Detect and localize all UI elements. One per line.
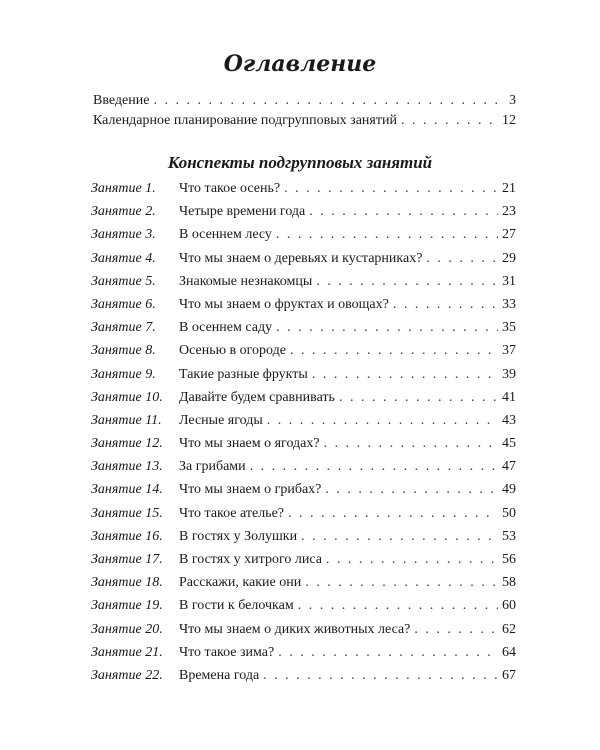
dot-leader xyxy=(290,343,498,359)
lesson-title: Что мы знаем о диких животных леса? xyxy=(179,621,411,637)
dot-leader xyxy=(324,436,498,452)
lesson-label: Занятие 9. xyxy=(91,366,156,382)
lesson-page-number: 37 xyxy=(502,343,516,359)
lesson-entry[interactable] xyxy=(91,251,516,274)
lesson-title: Что мы знаем о фруктах и овощах? xyxy=(179,296,389,312)
lesson-label: Занятие 20. xyxy=(91,621,163,637)
lesson-title: Четыре времени года xyxy=(179,204,306,220)
lesson-entry[interactable] xyxy=(91,204,516,227)
lesson-page-number: 43 xyxy=(502,412,516,428)
dot-leader xyxy=(278,645,498,661)
intro-list xyxy=(93,93,516,133)
lesson-label: Занятие 13. xyxy=(91,459,163,475)
lesson-entry[interactable] xyxy=(91,459,516,482)
lesson-entry[interactable] xyxy=(91,506,516,529)
lesson-page-number: 35 xyxy=(502,320,516,336)
lesson-label: Занятие 18. xyxy=(91,575,163,591)
lesson-label: Занятие 5. xyxy=(91,273,156,289)
lesson-entry[interactable] xyxy=(91,645,516,668)
lesson-entry[interactable] xyxy=(91,529,516,552)
lesson-page-number: 27 xyxy=(502,227,516,243)
lesson-entry[interactable] xyxy=(91,227,516,250)
lesson-page-number: 62 xyxy=(502,621,516,637)
lesson-label: Занятие 15. xyxy=(91,505,163,521)
lesson-label: Занятие 22. xyxy=(91,667,163,683)
lesson-title: Давайте будем сравнивать xyxy=(179,389,335,405)
toc-entry[interactable] xyxy=(93,93,516,113)
lesson-title: Что такое ателье? xyxy=(179,505,284,521)
lesson-entry[interactable] xyxy=(91,668,516,691)
lesson-title: В осеннем лесу xyxy=(179,227,272,243)
lesson-page-number: 31 xyxy=(502,273,516,289)
lesson-entry[interactable] xyxy=(91,482,516,505)
lesson-title: Что мы знаем о деревьях и кустарниках? xyxy=(179,250,423,266)
lesson-title: За грибами xyxy=(179,459,246,475)
lesson-title: Такие разные фрукты xyxy=(179,366,308,382)
dot-leader xyxy=(276,227,498,243)
lesson-title: Что мы знаем о ягодах? xyxy=(179,436,320,452)
lesson-label: Занятие 12. xyxy=(91,436,163,452)
lesson-page-number: 49 xyxy=(502,482,516,498)
lesson-label: Занятие 14. xyxy=(91,482,163,498)
lesson-title: Что такое зима? xyxy=(179,644,275,660)
lesson-page-number: 21 xyxy=(502,181,516,196)
lesson-page-number: 56 xyxy=(502,552,516,567)
lesson-label: Занятие 11. xyxy=(91,412,162,428)
lesson-page-number: 58 xyxy=(502,575,516,591)
section-heading: Конспекты подгрупповых занятий xyxy=(167,153,433,172)
lesson-title: Что мы знаем о грибах? xyxy=(179,482,322,498)
lesson-label: Занятие 17. xyxy=(91,552,163,567)
lesson-page-number: 23 xyxy=(502,204,516,220)
lesson-entry[interactable] xyxy=(91,598,516,621)
lesson-label: Занятие 10. xyxy=(91,389,163,405)
lesson-entry[interactable] xyxy=(91,575,516,598)
dot-leader xyxy=(316,274,498,290)
dot-leader xyxy=(339,390,498,406)
lesson-label: Занятие 6. xyxy=(91,296,156,312)
lesson-entry[interactable] xyxy=(91,343,516,366)
lesson-title: В осеннем саду xyxy=(179,320,273,336)
lesson-label: Занятие 2. xyxy=(91,204,156,220)
lesson-label: Занятие 7. xyxy=(91,320,156,336)
lesson-title: Времена года xyxy=(179,667,260,683)
dot-leader xyxy=(309,204,498,220)
dot-leader xyxy=(325,482,498,498)
lesson-label: Занятие 4. xyxy=(91,250,156,266)
dot-leader xyxy=(267,413,498,429)
lesson-title: В гости к белочкам xyxy=(179,598,294,614)
lesson-page-number: 41 xyxy=(502,389,516,405)
lesson-entry[interactable] xyxy=(91,413,516,436)
lesson-list xyxy=(91,181,516,691)
lesson-label: Занятие 19. xyxy=(91,598,163,614)
entry-title: Календарное планирование подгрупповых занятий xyxy=(93,113,397,128)
dot-leader xyxy=(263,668,498,684)
dot-leader xyxy=(250,459,498,475)
lesson-label: Занятие 3. xyxy=(91,227,156,243)
entry-page-number: 12 xyxy=(502,113,516,128)
lesson-entry[interactable] xyxy=(91,274,516,297)
dot-leader xyxy=(401,113,498,129)
lesson-page-number: 39 xyxy=(502,366,516,382)
lesson-label: Занятие 8. xyxy=(91,343,156,359)
lesson-title: Лесные ягоды xyxy=(179,412,263,428)
dot-leader xyxy=(276,320,498,336)
lesson-entry[interactable] xyxy=(91,320,516,343)
dot-leader xyxy=(284,181,498,197)
lesson-page-number: 50 xyxy=(502,505,516,521)
lesson-page-number: 67 xyxy=(502,667,516,683)
dot-leader xyxy=(305,575,498,591)
page-title: Оглавление xyxy=(223,51,377,77)
dot-leader xyxy=(393,297,498,313)
dot-leader xyxy=(153,93,505,109)
toc-entry[interactable] xyxy=(93,113,516,133)
lesson-title: В гостях у Золушки xyxy=(179,528,298,544)
dot-leader xyxy=(426,251,498,267)
lesson-page-number: 45 xyxy=(502,436,516,452)
lesson-page-number: 53 xyxy=(502,528,516,544)
entry-title: Введение xyxy=(93,93,150,108)
lesson-label: Занятие 21. xyxy=(91,644,163,660)
lesson-page-number: 29 xyxy=(502,250,516,266)
lesson-title: Знакомые незнакомцы xyxy=(179,273,313,289)
lesson-entry[interactable] xyxy=(91,181,516,204)
lesson-title: В гостях у хитрого лиса xyxy=(179,552,322,567)
lesson-entry[interactable] xyxy=(91,390,516,413)
lesson-title: Осенью в огороде xyxy=(179,343,286,359)
lesson-title: Что такое осень? xyxy=(179,181,281,196)
lesson-entry[interactable] xyxy=(91,367,516,390)
lesson-entry[interactable] xyxy=(91,622,516,645)
lesson-page-number: 64 xyxy=(502,644,516,660)
dot-leader xyxy=(414,622,498,638)
lesson-page-number: 33 xyxy=(502,296,516,312)
lesson-page-number: 47 xyxy=(502,459,516,475)
dot-leader xyxy=(301,529,498,545)
lesson-entry[interactable] xyxy=(91,297,516,320)
lesson-entry[interactable] xyxy=(91,436,516,459)
dot-leader xyxy=(298,598,498,614)
dot-leader xyxy=(288,506,498,522)
dot-leader xyxy=(326,552,498,568)
entry-page-number: 3 xyxy=(509,93,516,108)
lesson-label: Занятие 1. xyxy=(91,181,156,196)
lesson-entry[interactable] xyxy=(91,552,516,575)
lesson-page-number: 60 xyxy=(502,598,516,614)
lesson-title: Расскажи, какие они xyxy=(179,575,302,591)
dot-leader xyxy=(312,367,498,383)
lesson-label: Занятие 16. xyxy=(91,528,163,544)
